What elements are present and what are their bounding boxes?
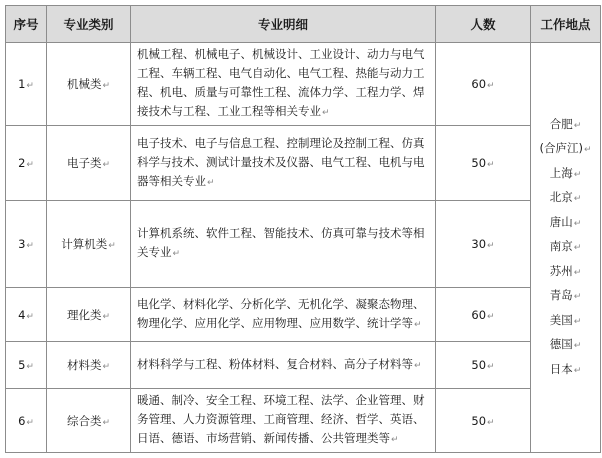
row-index: 5 <box>18 358 26 372</box>
paragraph-mark-icon: ↵ <box>487 160 495 170</box>
paragraph-mark-icon: ↵ <box>108 241 116 251</box>
location-item: 南京↵ <box>549 239 582 254</box>
paragraph-mark-icon: ↵ <box>102 160 111 170</box>
table-row <box>6 201 601 288</box>
location-item: 苏州↵ <box>549 263 582 278</box>
row-index: 3 <box>18 237 26 251</box>
row-count: 50 <box>471 413 487 428</box>
location-item: 唐山↵ <box>549 214 582 229</box>
header-detail: 专业明细 <box>131 6 436 43</box>
row-index-cell <box>6 342 47 389</box>
row-category: 计算机类 <box>61 237 108 251</box>
header-count: 人数 <box>436 6 531 43</box>
row-category-cell <box>47 126 131 201</box>
location-item: 合肥↵ <box>549 116 582 131</box>
row-detail-cell <box>131 126 436 201</box>
paragraph-mark-icon: ↵ <box>414 360 422 371</box>
location-item: 美国↵ <box>549 312 582 327</box>
row-count-cell <box>436 342 531 389</box>
paragraph-mark-icon: ↵ <box>573 341 582 352</box>
row-count: 60 <box>471 77 487 91</box>
row-detail: 计算机系统、软件工程、智能技术、仿真可靠与技术等相关专业 <box>137 226 425 259</box>
row-count-cell <box>436 389 531 453</box>
paragraph-mark-icon: ↵ <box>487 417 495 428</box>
row-index-cell <box>6 43 47 126</box>
paragraph-mark-icon: ↵ <box>26 81 34 91</box>
row-count-cell <box>436 126 531 201</box>
row-index: 4 <box>18 307 26 322</box>
row-index-cell <box>6 389 47 453</box>
header-index: 序号 <box>6 6 47 43</box>
row-index-cell <box>6 126 47 201</box>
row-count-cell <box>436 288 531 342</box>
paragraph-mark-icon: ↵ <box>487 311 495 322</box>
paragraph-mark-icon: ↵ <box>573 243 582 254</box>
row-count-cell <box>436 201 531 288</box>
location-item: 日本↵ <box>549 361 582 376</box>
paragraph-mark-icon: ↵ <box>102 81 111 91</box>
location-item: 北京↵ <box>549 190 582 205</box>
row-index: 6 <box>18 413 26 428</box>
row-category: 综合类 <box>66 413 102 428</box>
paragraph-mark-icon: ↵ <box>102 362 111 372</box>
table-row <box>6 126 601 201</box>
table-row <box>6 389 601 453</box>
paragraph-mark-icon: ↵ <box>573 316 582 327</box>
paragraph-mark-icon: ↵ <box>573 365 582 376</box>
row-count-cell <box>436 43 531 126</box>
header-category: 专业类别 <box>47 6 131 43</box>
row-detail-cell <box>131 288 436 342</box>
row-category-cell <box>47 43 131 126</box>
location-item: (合庐江)↵ <box>539 141 592 156</box>
row-detail-cell <box>131 201 436 288</box>
row-category: 材料类 <box>66 358 102 372</box>
paragraph-mark-icon: ↵ <box>573 267 582 278</box>
row-count: 30 <box>471 237 487 251</box>
paragraph-mark-icon: ↵ <box>487 362 495 372</box>
row-index: 2 <box>18 156 26 170</box>
paragraph-mark-icon: ↵ <box>583 145 592 156</box>
row-count: 50 <box>471 358 487 372</box>
paragraph-mark-icon: ↵ <box>26 362 34 372</box>
location-item: 青岛↵ <box>549 288 582 303</box>
paragraph-mark-icon: ↵ <box>573 169 582 180</box>
table-row <box>6 288 601 342</box>
row-category: 理化类 <box>66 307 102 322</box>
row-count: 60 <box>471 307 487 322</box>
table-row <box>6 43 601 126</box>
paragraph-mark-icon: ↵ <box>391 435 399 445</box>
table-row <box>6 342 601 389</box>
row-category-cell <box>47 342 131 389</box>
location-cell <box>531 43 601 453</box>
paragraph-mark-icon: ↵ <box>573 120 582 131</box>
paragraph-mark-icon: ↵ <box>322 108 330 118</box>
row-detail: 暖通、制冷、安全工程、环境工程、法学、企业管理、财务管理、人力资源管理、工商管理、经济、哲学、英语、日语、德语、市场营销、新闻传播、公共管理类等 <box>137 393 425 445</box>
header-row <box>6 6 601 43</box>
paragraph-mark-icon: ↵ <box>573 218 582 229</box>
row-index: 1 <box>18 77 26 91</box>
paragraph-mark-icon: ↵ <box>573 292 582 303</box>
row-index-cell <box>6 201 47 288</box>
location-item: 上海↵ <box>549 165 582 180</box>
paragraph-mark-icon: ↵ <box>172 249 181 259</box>
paragraph-mark-icon: ↵ <box>26 241 34 251</box>
row-detail: 电子技术、电子与信息工程、控制理论及控制工程、仿真科学与技术、测试计量技术及仪器、电气工程、电机与电器等相关专业 <box>137 135 425 188</box>
row-detail: 机械工程、机械电子、机械设计、工业设计、动力与电气工程、车辆工程、电气自动化、电气工程、热能与动力工程、机电、质量与可靠性工程、流体力学、工程力学、焊接技术与工程、工业工程等相关专业 <box>137 47 425 118</box>
paragraph-mark-icon: ↵ <box>26 417 34 428</box>
row-category: 机械类 <box>66 77 102 91</box>
paragraph-mark-icon: ↵ <box>414 319 422 330</box>
paragraph-mark-icon: ↵ <box>487 81 495 91</box>
row-detail: 电化学、材料化学、分析化学、无机化学、凝聚态物理、物理化学、应用化学、应用物理、应用数学、统计学等 <box>137 296 425 330</box>
header-location: 工作地点 <box>531 6 601 43</box>
paragraph-mark-icon: ↵ <box>487 241 495 251</box>
row-category-cell <box>47 389 131 453</box>
row-detail: 材料科学与工程、粉体材料、复合材料、高分子材料等 <box>137 356 413 371</box>
paragraph-mark-icon: ↵ <box>207 177 215 188</box>
paragraph-mark-icon: ↵ <box>573 194 582 205</box>
row-category-cell <box>47 288 131 342</box>
row-index-cell <box>6 288 47 342</box>
row-detail-cell <box>131 389 436 453</box>
row-category: 电子类 <box>66 156 102 170</box>
paragraph-mark-icon: ↵ <box>26 311 34 322</box>
paragraph-mark-icon: ↵ <box>26 160 34 170</box>
row-category-cell <box>47 201 131 288</box>
recruitment-table <box>5 5 601 453</box>
row-detail-cell <box>131 342 436 389</box>
row-detail-cell <box>131 43 436 126</box>
location-item: 德国↵ <box>549 337 582 352</box>
paragraph-mark-icon: ↵ <box>102 417 111 428</box>
paragraph-mark-icon: ↵ <box>102 311 111 322</box>
row-count: 50 <box>471 156 487 170</box>
